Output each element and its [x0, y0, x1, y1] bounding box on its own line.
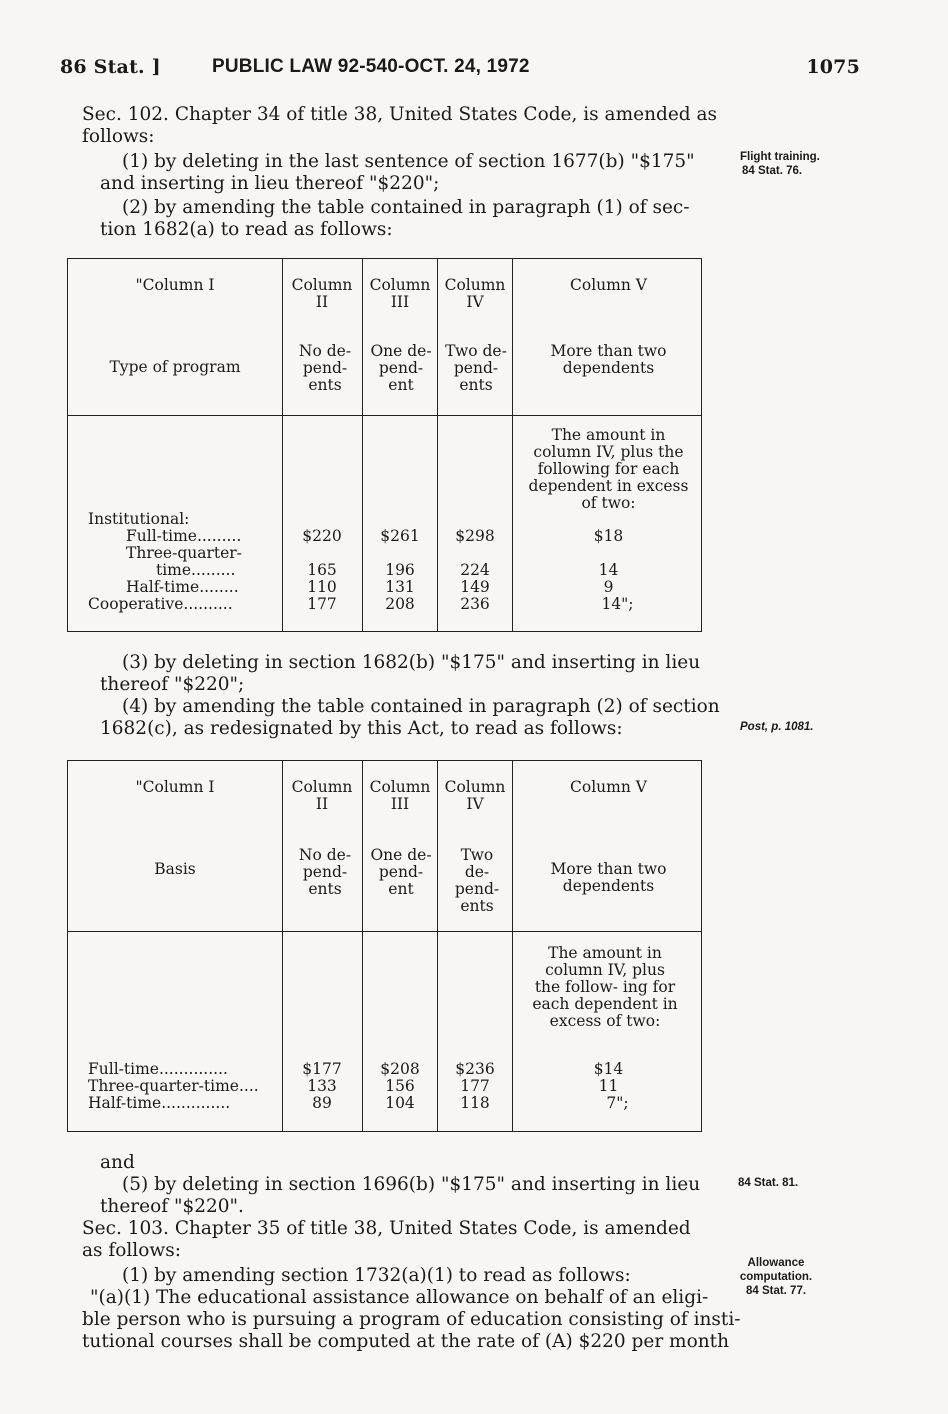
- text-line: (1) by amending section 1732(a)(1) to read as follows:: [122, 1265, 631, 1286]
- row-label: Half-time..............: [88, 1094, 231, 1112]
- cell-value: 14";: [601, 595, 634, 613]
- column-v-note: The amount in column IV, plus the following for each dependent in excess of two:: [528, 426, 689, 512]
- margin-note-line: computation.: [739, 1271, 813, 1283]
- text-line: follows:: [82, 126, 155, 147]
- margin-note-line: 84 Stat. 76.: [742, 165, 803, 177]
- row-label: Cooperative..........: [88, 595, 233, 613]
- row-label: Full-time..............: [88, 1060, 228, 1078]
- cell-value: 196: [385, 561, 415, 579]
- margin-note-line: 84 Stat. 77.: [745, 1285, 807, 1297]
- text-line: ble person who is pursuing a program of education consisting of insti-: [82, 1309, 741, 1330]
- column-title: Column III: [369, 276, 431, 311]
- margin-note-allowance: [726, 1256, 826, 1298]
- text-line: (4) by amending the table contained in paragraph (2) of section: [122, 696, 720, 717]
- cell-value: $298: [455, 527, 495, 545]
- cell-value: $208: [380, 1060, 420, 1078]
- column-subheader: One de- pend- ent: [370, 342, 432, 394]
- cell-value: 14: [598, 561, 619, 579]
- column-title: Column II: [291, 276, 353, 311]
- column-subheader: More than two dependents: [550, 860, 667, 895]
- cell-value: 89: [312, 1094, 332, 1112]
- cell-value: $220: [302, 527, 342, 545]
- column-subheader: More than two dependents: [550, 342, 667, 377]
- cell-value: 9: [603, 578, 614, 596]
- cell-value: 236: [460, 595, 490, 613]
- column-title: "Column I: [135, 276, 215, 294]
- column-subheader: Two de- pend- ents: [454, 846, 500, 915]
- cell-value: 104: [385, 1094, 415, 1112]
- allowance-table-1: [67, 258, 702, 632]
- cell-value: 224: [460, 561, 490, 579]
- column-subheader: Type of program: [109, 358, 241, 376]
- column-subheader: Basis: [154, 860, 196, 878]
- column-title: Column II: [291, 778, 353, 813]
- cell-value: $18: [593, 527, 624, 545]
- volume-ref: 86 Stat. ]: [60, 56, 161, 78]
- text-line: tutional courses shall be computed at the rate of (A) $220 per month: [82, 1331, 730, 1352]
- text-line: and inserting in lieu thereof "$220";: [100, 173, 440, 194]
- column-title: Column IV: [444, 276, 506, 311]
- page-number: 1075: [806, 56, 860, 78]
- cell-value: $261: [380, 527, 420, 545]
- row-label: Half-time........: [126, 578, 239, 596]
- column-title: "Column I: [135, 778, 215, 796]
- margin-note-line: 84 Stat. 81.: [738, 1177, 799, 1189]
- text-line: "(a)(1) The educational assistance allowance on behalf of an eligi-: [90, 1287, 709, 1308]
- text-line: Sec. 103. Chapter 35 of title 38, United States Code, is amended: [82, 1218, 691, 1239]
- column-title: Column V: [570, 276, 647, 294]
- cell-value: 177: [460, 1077, 490, 1095]
- page-header: [60, 56, 860, 82]
- cell-value: 11: [598, 1077, 619, 1095]
- column-title: Column IV: [444, 778, 506, 813]
- text-line: and: [100, 1152, 135, 1173]
- column-subheader: No de- pend- ents: [298, 846, 352, 898]
- cell-value: $236: [455, 1060, 495, 1078]
- text-line: thereof "$220";: [100, 674, 245, 695]
- text-line: tion 1682(a) to read as follows:: [100, 219, 393, 240]
- column-subheader: No de- pend- ents: [298, 342, 352, 394]
- row-label: time.........: [156, 561, 236, 579]
- group-label: Institutional:: [88, 510, 190, 528]
- column-subheader: Two de- pend- ents: [445, 342, 507, 394]
- allowance-table-2: [67, 760, 702, 1132]
- text-line: Sec. 102. Chapter 34 of title 38, United States Code, is amended as: [82, 104, 718, 125]
- cell-value: 149: [460, 578, 490, 596]
- cell-value: 131: [385, 578, 415, 596]
- text-line: thereof "$220".: [100, 1196, 244, 1217]
- text-line: (2) by amending the table contained in paragraph (1) of sec-: [122, 197, 690, 218]
- margin-note-84-stat-81: [738, 1176, 798, 1190]
- margin-note-flight-training: [740, 150, 820, 178]
- row-label: Three-quarter-time....: [88, 1077, 259, 1095]
- cell-value: 208: [385, 595, 415, 613]
- column-subheader: One de- pend- ent: [370, 846, 432, 898]
- column-title: Column III: [369, 778, 431, 813]
- margin-note-line: Post, p. 1081.: [740, 721, 814, 733]
- cell-value: 110: [307, 578, 337, 596]
- cell-value: 177: [307, 595, 337, 613]
- text-line: (3) by deleting in section 1682(b) "$175" and inserting in lieu: [122, 652, 701, 673]
- text-line: as follows:: [82, 1240, 181, 1261]
- column-title: Column V: [570, 778, 647, 796]
- margin-note-line: Flight training.: [740, 151, 820, 163]
- cell-value: 7";: [606, 1094, 629, 1112]
- margin-note-post: [740, 720, 814, 734]
- row-label: Full-time.........: [126, 527, 242, 545]
- text-line: 1682(c), as redesignated by this Act, to read as follows:: [100, 718, 623, 739]
- column-v-note: The amount in column IV, plus the follow- ing for each dependent in excess of two:: [532, 944, 678, 1030]
- cell-value: 165: [307, 561, 337, 579]
- cell-value: 156: [385, 1077, 415, 1095]
- cell-value: $177: [302, 1060, 342, 1078]
- text-line: (5) by deleting in section 1696(b) "$175" and inserting in lieu: [122, 1174, 701, 1195]
- cell-value: $14: [593, 1060, 624, 1078]
- row-label: Three-quarter-: [126, 544, 242, 562]
- margin-note-line: Allowance: [747, 1257, 805, 1269]
- cell-value: 133: [307, 1077, 337, 1095]
- law-title: PUBLIC LAW 92-540-OCT. 24, 1972: [212, 56, 530, 77]
- text-line: (1) by deleting in the last sentence of section 1677(b) "$175": [122, 151, 695, 172]
- cell-value: 118: [460, 1094, 490, 1112]
